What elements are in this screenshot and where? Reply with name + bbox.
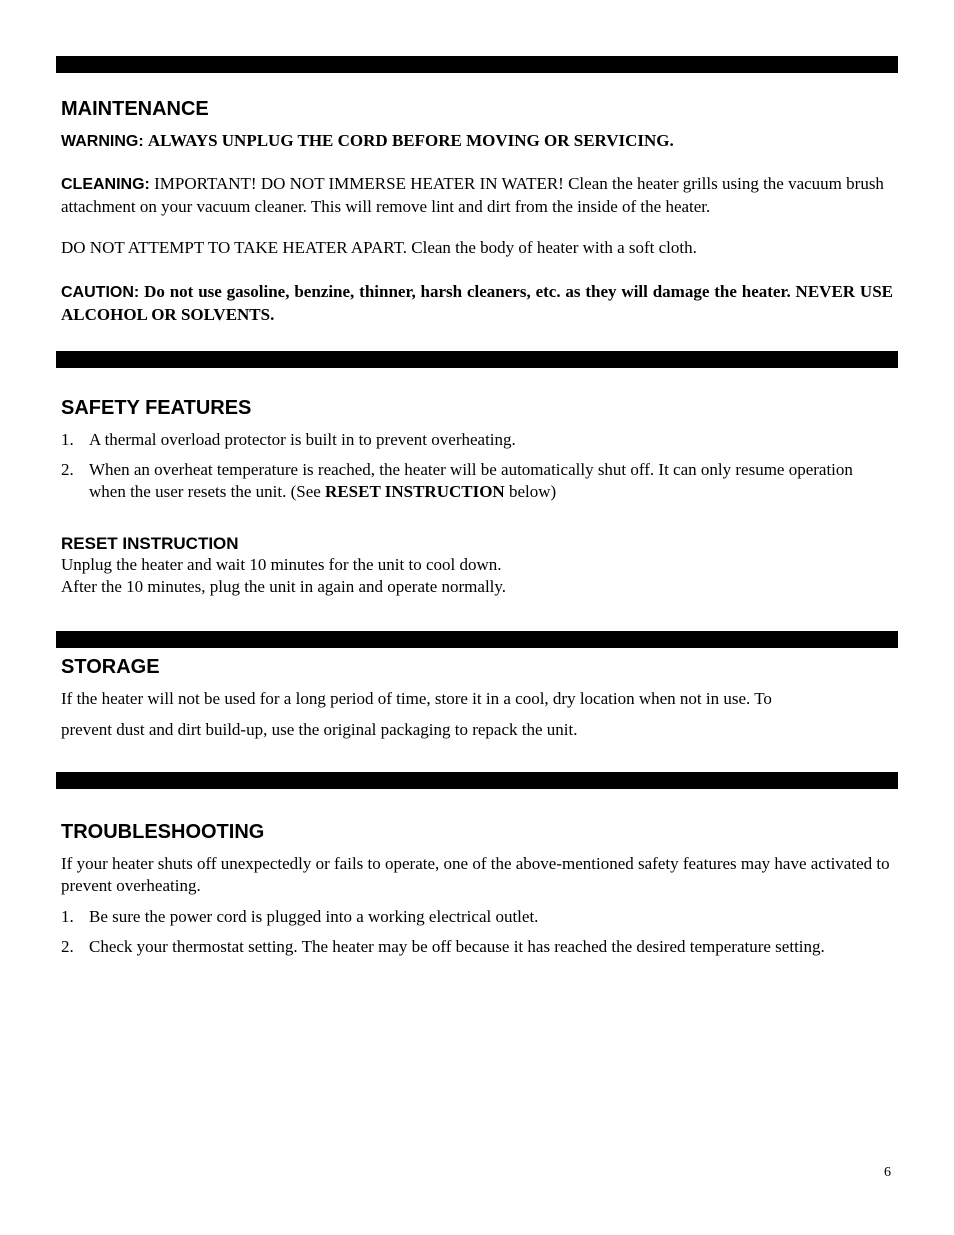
caution-text: Do not use gasoline, benzine, thinner, harsh cleaners, etc. as they will damage the heater. NEVER USE ALCOHOL OR SOLVENTS. xyxy=(61,282,893,324)
list-number: 1. xyxy=(61,907,74,926)
maintenance-heading: MAINTENANCE xyxy=(61,98,209,120)
apart-paragraph: DO NOT ATTEMPT TO TAKE HEATER APART. Clean the body of heater with a soft cloth. xyxy=(61,238,697,257)
safety-heading: SAFETY FEATURES xyxy=(61,397,252,419)
cleaning-label: CLEANING: xyxy=(61,176,150,193)
list-text: Check your thermostat setting. The heater may be off because it has reached the desired temperature setting. xyxy=(89,937,825,956)
list-number: 2. xyxy=(61,937,74,956)
cleaning-text: IMPORTANT! DO NOT IMMERSE HEATER IN WATER! Clean the heater grills using the vacuum brush attachment on your vacuum cleaner. This will remove lint and dirt from the inside of the heater. xyxy=(61,174,884,216)
troubleshooting-heading: TROUBLESHOOTING xyxy=(61,821,265,843)
section-divider-bar xyxy=(56,631,898,648)
warning-paragraph xyxy=(61,130,893,153)
caution-paragraph xyxy=(61,281,893,325)
troubleshooting-intro: If your heater shuts off unexpectedly or fails to operate, one of the above-mentioned safety features may have activated to prevent overheating. xyxy=(61,854,890,895)
section-divider-bar xyxy=(56,351,898,368)
list-number: 2. xyxy=(61,460,74,479)
list-text: A thermal overload protector is built in to prevent overheating. xyxy=(89,430,516,449)
list-item xyxy=(61,459,893,503)
reset-line: Unplug the heater and wait 10 minutes for the unit to cool down. xyxy=(61,555,502,574)
warning-label: WARNING: xyxy=(61,133,144,150)
caution-label: CAUTION: xyxy=(61,284,140,301)
reset-line: After the 10 minutes, plug the unit in again and operate normally. xyxy=(61,577,507,596)
section-divider-bar xyxy=(56,56,898,73)
reset-instruction-reference: RESET INSTRUCTION xyxy=(325,482,505,501)
storage-heading: STORAGE xyxy=(61,656,160,678)
cleaning-paragraph xyxy=(61,173,893,217)
page-number: 6 xyxy=(884,1165,891,1180)
list-text: When an overheat temperature is reached, the heater will be automatically shut off. It can only resume operation when the user resets the unit. (See RESET INSTRUCTION below) xyxy=(89,460,853,501)
storage-line: If the heater will not be used for a long period of time, store it in a cool, dry location when not in use. To xyxy=(61,689,772,708)
list-item xyxy=(61,906,893,928)
list-item xyxy=(61,429,893,451)
list-text: Be sure the power cord is plugged into a working electrical outlet. xyxy=(89,907,539,926)
warning-text: ALWAYS UNPLUG THE CORD BEFORE MOVING OR SERVICING. xyxy=(147,131,674,150)
section-divider-bar xyxy=(56,772,898,789)
reset-instruction-heading: RESET INSTRUCTION xyxy=(61,534,239,553)
list-number: 1. xyxy=(61,430,74,449)
list-item xyxy=(61,936,893,958)
storage-line: prevent dust and dirt build-up, use the original packaging to repack the unit. xyxy=(61,720,578,739)
